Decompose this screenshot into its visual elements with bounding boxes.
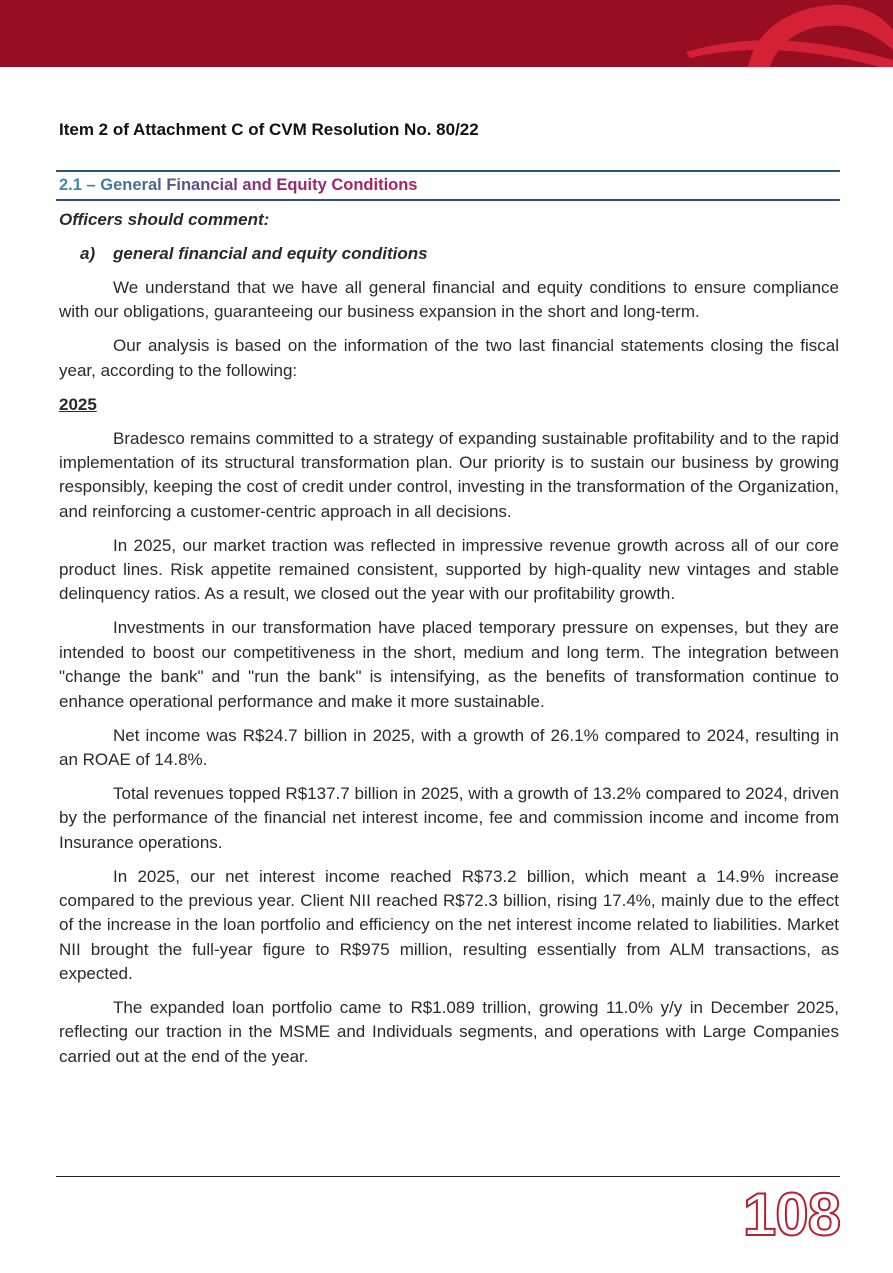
item-a-heading xyxy=(80,244,428,264)
brand-logo-icon xyxy=(0,0,893,67)
paragraph: Investments in our transformation have placed temporary pressure on expenses, but they are intended to boost our competitiveness in the short, medium and long term. The integration between "change the bank" and "run the bank" is intensifying, as the benefits of transformation continue to enhance operational performance and make it more sustainable. xyxy=(59,618,839,711)
year-heading: 2025 xyxy=(59,394,97,414)
item-a-label: general financial and equity conditions xyxy=(113,244,428,263)
paragraph: In 2025, our market traction was reflected in impressive revenue growth across all of our core product lines. Risk appetite remained consistent, supported by high-quality new vintages and stable delinquency ratios. As a result, we closed out the year with our profitability growth. xyxy=(59,535,839,604)
item-a-letter: a) xyxy=(80,244,96,263)
officers-comment-label: Officers should comment: xyxy=(59,210,270,229)
paragraph: The expanded loan portfolio came to R$1.089 trillion, growing 11.0% y/y in December 2025, reflecting our traction in the MSME and Individuals segments, and operations with Large Companies carried out at the end of the year. xyxy=(59,998,839,1066)
footer-divider xyxy=(56,1176,840,1177)
section-title: 2.1 – General Financial and Equity Conditions xyxy=(59,176,418,194)
item-heading: Item 2 of Attachment C of CVM Resolution No. 80/22 xyxy=(59,120,479,139)
paragraph: Net income was R$24.7 billion in 2025, with a growth of 26.1% compared to 2024, resulting in an ROAE of 14.8%. xyxy=(59,725,839,769)
page-number: 108 xyxy=(742,1181,840,1248)
paragraph: Total revenues topped R$137.7 billion in 2025, with a growth of 13.2% compared to 2024, driven by the performance of the financial net interest income, fee and commission income and income from Insurance operations. xyxy=(59,783,839,852)
paragraph: We understand that we have all general financial and equity conditions to ensure compliance with our obligations, guaranteeing our business expansion in the short and long-term. xyxy=(59,278,839,322)
body-text xyxy=(59,276,839,1079)
paragraph: Our analysis is based on the information of the two last financial statements closing the fiscal year, according to the following: xyxy=(59,336,839,380)
paragraph: In 2025, our net interest income reached R$73.2 billion, which meant a 14.9% increase compared to the previous year. Client NII reached R$72.3 billion, rising 17.4%, mainly due to the effect of the increase in the loan portfolio and efficiency on the net interest income related to liabilities. Market NII brought the full-year figure to R$975 million, resulting essentially from ALM transactions, as expected. xyxy=(59,866,839,984)
section-header xyxy=(56,170,840,201)
paragraph: Bradesco remains committed to a strategy of expanding sustainable profitability and to the rapid implementation of its structural transformation plan. Our priority is to sustain our business by growing responsibly, keeping the cost of credit under control, investing in the transformation of the Organization, and reinforcing a customer-centric approach in all decisions. xyxy=(59,428,839,521)
header-band xyxy=(0,0,893,67)
